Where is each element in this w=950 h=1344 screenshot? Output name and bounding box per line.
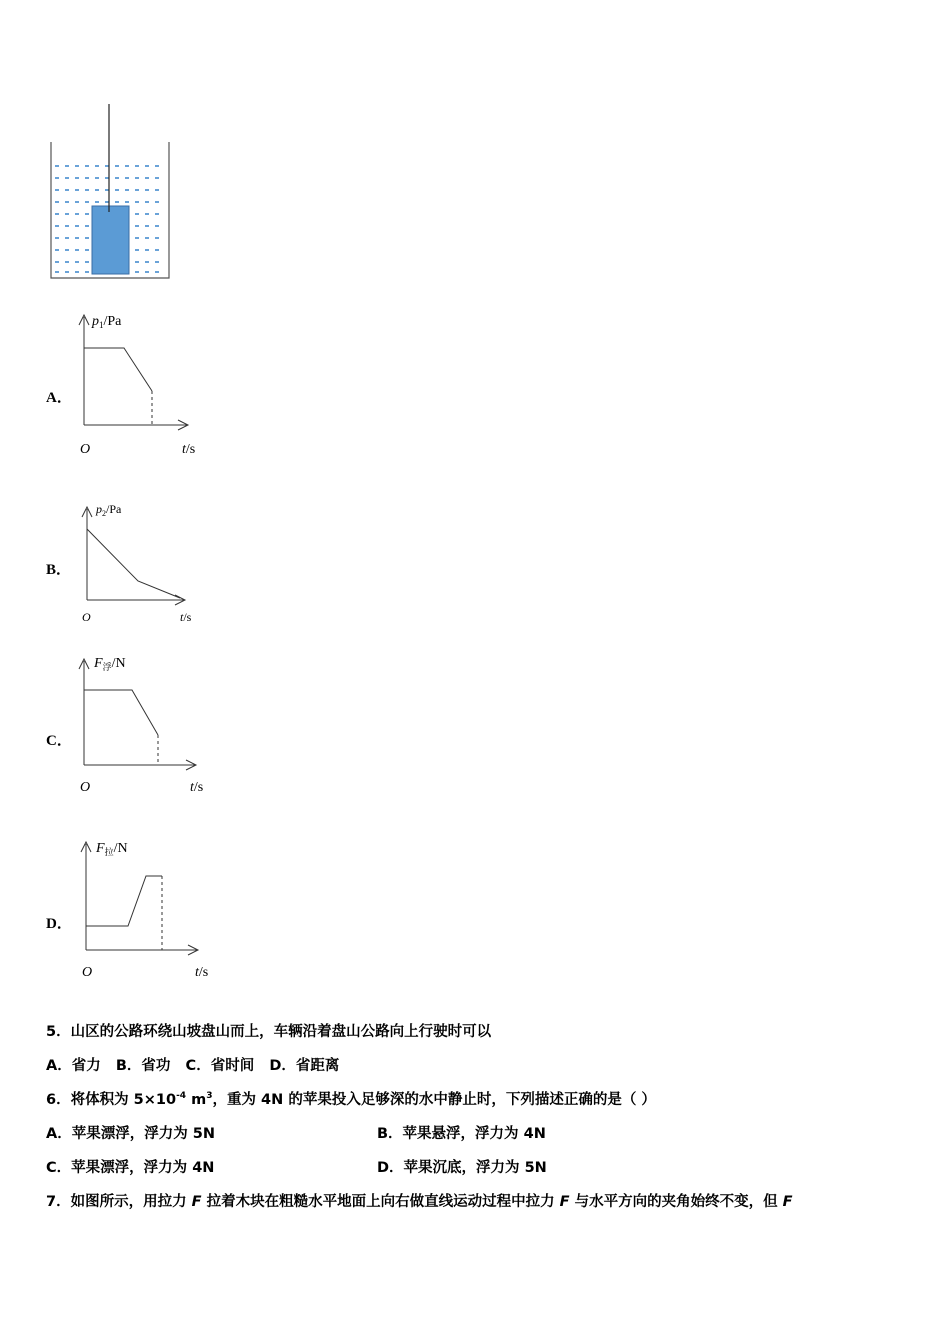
- option-a-label[interactable]: A．: [46, 390, 72, 406]
- svg-text:O: O: [82, 610, 91, 624]
- svg-text:O: O: [80, 442, 91, 457]
- q5-stem: 5．山区的公路环绕山坡盘山而上，车辆沿着盘山公路向上行驶时可以: [46, 1024, 492, 1040]
- graph-d-curve: [86, 876, 162, 926]
- q6-option-a[interactable]: A．苹果漂浮，浮力为 5N: [46, 1126, 215, 1142]
- svg-text:O: O: [82, 965, 93, 980]
- graph-a-yvar: p: [92, 314, 99, 329]
- graph-c[interactable]: [70, 645, 220, 800]
- option-b-label[interactable]: B．: [46, 562, 72, 578]
- beaker-figure: [45, 100, 175, 285]
- svg-text:p1/Pa: $p_1/Pa$: [92, 314, 122, 330]
- svg-text:F拉/N: $F_拉/N$: [96, 841, 128, 857]
- q6-option-d[interactable]: D．苹果沉底，浮力为 5N: [377, 1160, 547, 1176]
- option-c-label[interactable]: C．: [46, 733, 72, 749]
- svg-text:O: O: [80, 780, 91, 795]
- graph-d[interactable]: [70, 830, 220, 985]
- block: [92, 206, 129, 274]
- q5-options[interactable]: A．省力 B．省功 C．省时间 D．省距离: [46, 1058, 340, 1074]
- graph-c-curve: [84, 690, 158, 735]
- q6-option-b[interactable]: B．苹果悬浮，浮力为 4N: [377, 1126, 546, 1142]
- svg-text:p2/Pa: $p_2/Pa$: [96, 502, 122, 518]
- q6-stem: 6．将体积为 $5\times 10^{-4}$ $m^3$，重为 4N 的苹果投入足够深的水中静止时，下列描述正确的是（ ）: [46, 1091, 656, 1108]
- graph-b-curve: [87, 529, 180, 598]
- svg-text:t/s: t/s: [182, 442, 196, 457]
- option-d-label[interactable]: D．: [46, 916, 72, 932]
- svg-text:t/s: t/s: [190, 780, 204, 795]
- graph-b[interactable]: [70, 495, 210, 635]
- q7-stem: 7．如图所示，用拉力 F 拉着木块在粗糙水平地面上向右做直线运动过程中拉力 F 与水平方向的夹角始终不变，但 F: [46, 1194, 793, 1210]
- svg-text:t/s: t/s: [180, 610, 192, 624]
- graph-a[interactable]: [70, 305, 210, 465]
- svg-text:t/s: t/s: [195, 965, 209, 980]
- svg-text:F浮/N: $F_浮/N$: [94, 656, 126, 672]
- graph-a-curve: [84, 348, 152, 391]
- q6-option-c[interactable]: C．苹果漂浮，浮力为 4N: [46, 1160, 215, 1176]
